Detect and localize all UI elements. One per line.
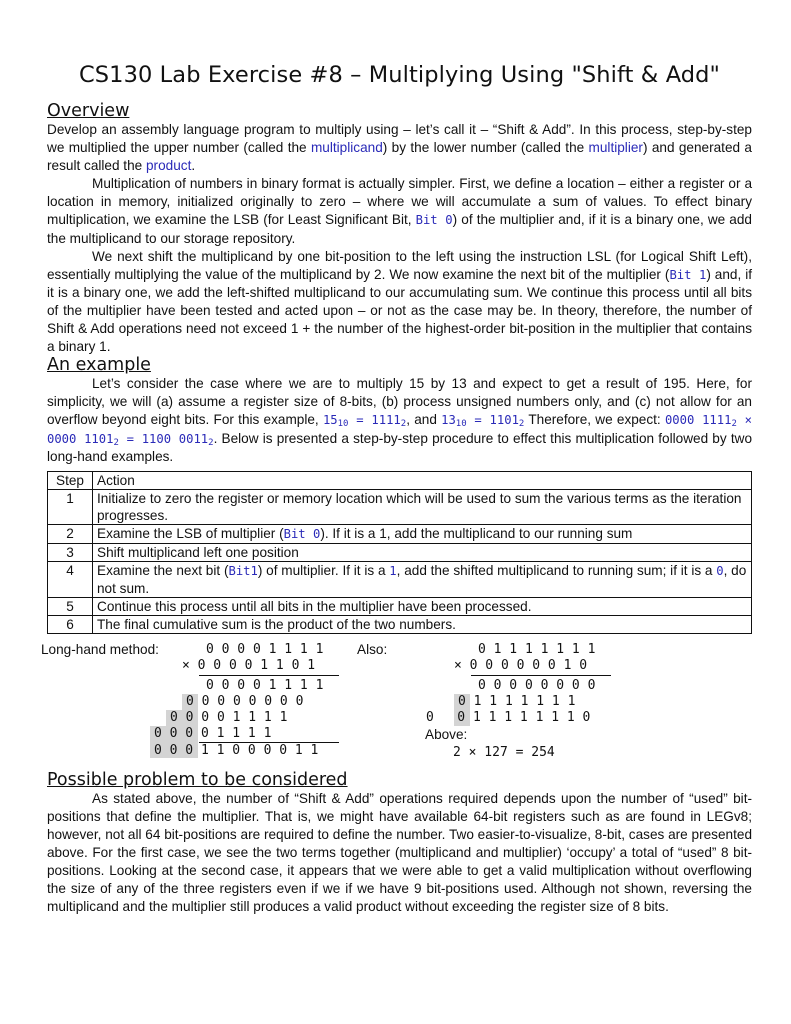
step-number: 1 [48,489,93,524]
overview-paragraph-3 [47,248,752,357]
table-row [48,597,752,615]
step-action: Examine the next bit (Bit1) of multiplier. If it is a 1, add the shifted multiplicand to running sum; if it is a 0, do not sum. [93,561,752,597]
steps-table [47,471,752,634]
problem-heading: Possible problem to be considered [47,769,348,790]
table-row [48,524,752,543]
keyword-product: product [146,158,192,174]
expr-13: $13_{10} = 1101_2$ [441,413,525,430]
document-page [41,62,753,916]
text-run: . Below is presented a step-by-step procedure to effect this multiplication followed by two long-hand examples. [47,430,752,464]
code-bit1: Bit 1 [669,267,707,282]
example-heading: An example [47,355,151,376]
also-label: Also: [357,641,388,657]
above-label: Above: [425,726,468,742]
longhand-section [41,640,752,772]
text-run: , and [406,412,442,428]
product-bits: 0 0 0 1 1 0 0 0 0 1 1 [154,742,319,758]
code-bit0: Bit 0 [415,213,453,228]
overview-paragraph-2 [47,175,752,247]
table-row [48,543,752,561]
above-equation: 2 × 127 = 254 [453,744,555,760]
text-run: ) by the lower number (called the [382,140,589,156]
step-action: The final cumulative sum is the product of the two numbers. [93,615,752,633]
expr-expected: 0000 $1111_2 \times 0000$ $1101_2 = 1100$ $0011_2$ [47,413,753,448]
header-step: Step [48,471,93,489]
partial-product-3: 0 0 0 0 1 1 1 1 [170,709,288,725]
step-action: Shift multiplicand left one position [93,543,752,561]
example-paragraph [47,375,752,465]
sum-rule [199,675,339,676]
step-action: Examine the LSB of multiplier (Bit 0). If it is a 1, add the multiplicand to our running sum [93,524,752,543]
longhand-area [41,640,761,768]
text-run: ) of the multiplier and, if it is a binary one, we add the multiplicand to our storage repository. [47,212,752,246]
text-run: Multiplication of numbers in binary format is actually simpler. First, we define a location – either a register or a location in memory, initialized originally to zero – where we will accumulate a sum of values. To effect binary multiplication, we examine the LSB (for Least Significant Bit, [47,176,752,228]
longhand-label: Long-hand method: [41,641,159,657]
partial-product-2-1: 0 0 0 0 0 0 0 0 [478,677,596,693]
step-number: 3 [48,543,93,561]
problem-paragraph: As stated above, the number of “Shift & Add” operations required depends upon the number of “used” bit-positions that define the multiplier. That is, we might have available 64-bit registers such as are found in LEGv8; however, not all 64 bit-positions are required to define the number. Two easier-to-visualize, 8-bit, cases are presented above. For the first case, we see the two terms together (multiplicand and multiplier) ‘occupy’ a total of “used” 8 bit-positions. Looking at the second case, it appears that we were able to get a valid multiplication without overflowing the size of any of the three registers even if we if we have 9 bit-positions used. Although not shown, reversing the multiplicand and the multiplier still produces a valid product without exceeding the register size of 8 bits. [47,790,752,915]
step-action: Initialize to zero the register or memory location which will be used to sum the various terms as the iteration progresses. [93,489,752,524]
multiplier-bits: × 0 0 0 0 1 1 0 1 [182,657,316,673]
step-number: 4 [48,561,93,597]
page-title: CS130 Lab Exercise #8 – Multiplying Using "Shift & Add" [78,62,721,88]
text-run: . [191,158,196,174]
step-number: 2 [48,524,93,543]
overview-paragraph-1 [47,121,752,175]
multiplicand-bits: 0 0 0 0 1 1 1 1 [206,641,324,657]
sum-rule-2 [471,675,611,676]
partial-product-2: 0 0 0 0 0 0 0 0 [186,693,304,709]
keyword-multiplier: multiplier [588,140,643,156]
step-number: 6 [48,615,93,633]
step-number: 5 [48,597,93,615]
expr-15: $15_{10} = 1111_2$ [322,413,407,430]
keyword-multiplicand: multiplicand [310,140,383,156]
text-run: ) and generated a result called the [47,140,752,174]
table-header-row [48,471,752,489]
overview-heading: Overview [47,101,130,121]
text-run: ) and, if it is a binary one, we add the left-shifted multiplicand to our accumulating sum. We continue this process until all bits of the multiplier have been tested and acted upon – or not as the case may be. In theory, therefore, the number of Shift & Add operations need not exceed 1 + the number of the highest-order bit-position in the multiplier that contains a binary 1. [47,266,753,355]
header-action: Action [93,471,752,489]
table-row [48,561,752,597]
multiplier-bits-2: × 0 0 0 0 0 0 1 0 [454,657,588,673]
table-row [48,615,752,633]
table-row [48,489,752,524]
product-bits-2: 0 0 1 1 1 1 1 1 1 0 [426,709,591,725]
text-run: Therefore, we expect: [524,412,665,428]
partial-product-1: 0 0 0 0 1 1 1 1 [206,677,324,693]
partial-product-4: 0 0 0 0 1 1 1 1 [154,725,272,741]
text-run: We next shift the multiplicand by one bit-position to the left using the instruction LSL (for Logical Shift Left), essentially multiplying the value of the multiplicand by 2. We now examine the next bit of the multiplier ( [47,248,752,282]
step-action: Continue this process until all bits in the multiplier have been processed. [93,597,752,615]
text-run: Develop an assembly language program to multiply using – let’s call it – “Shift & Add”. In this process, step-by-step we multiplied the upper number (called the [47,122,752,156]
partial-product-2-2: 0 1 1 1 1 1 1 1 [458,693,576,709]
text-run: Let’s consider the case where we are to multiply 15 by 13 and expect to get a result of 195. Here, for simplicity, we will (a) assume a register size of 8-bits, (b) process unsigned numbers only, and (c) not allow for an overflow beyond eight bits. For this example, [47,376,752,428]
multiplicand-bits-2: 0 1 1 1 1 1 1 1 [478,641,596,657]
